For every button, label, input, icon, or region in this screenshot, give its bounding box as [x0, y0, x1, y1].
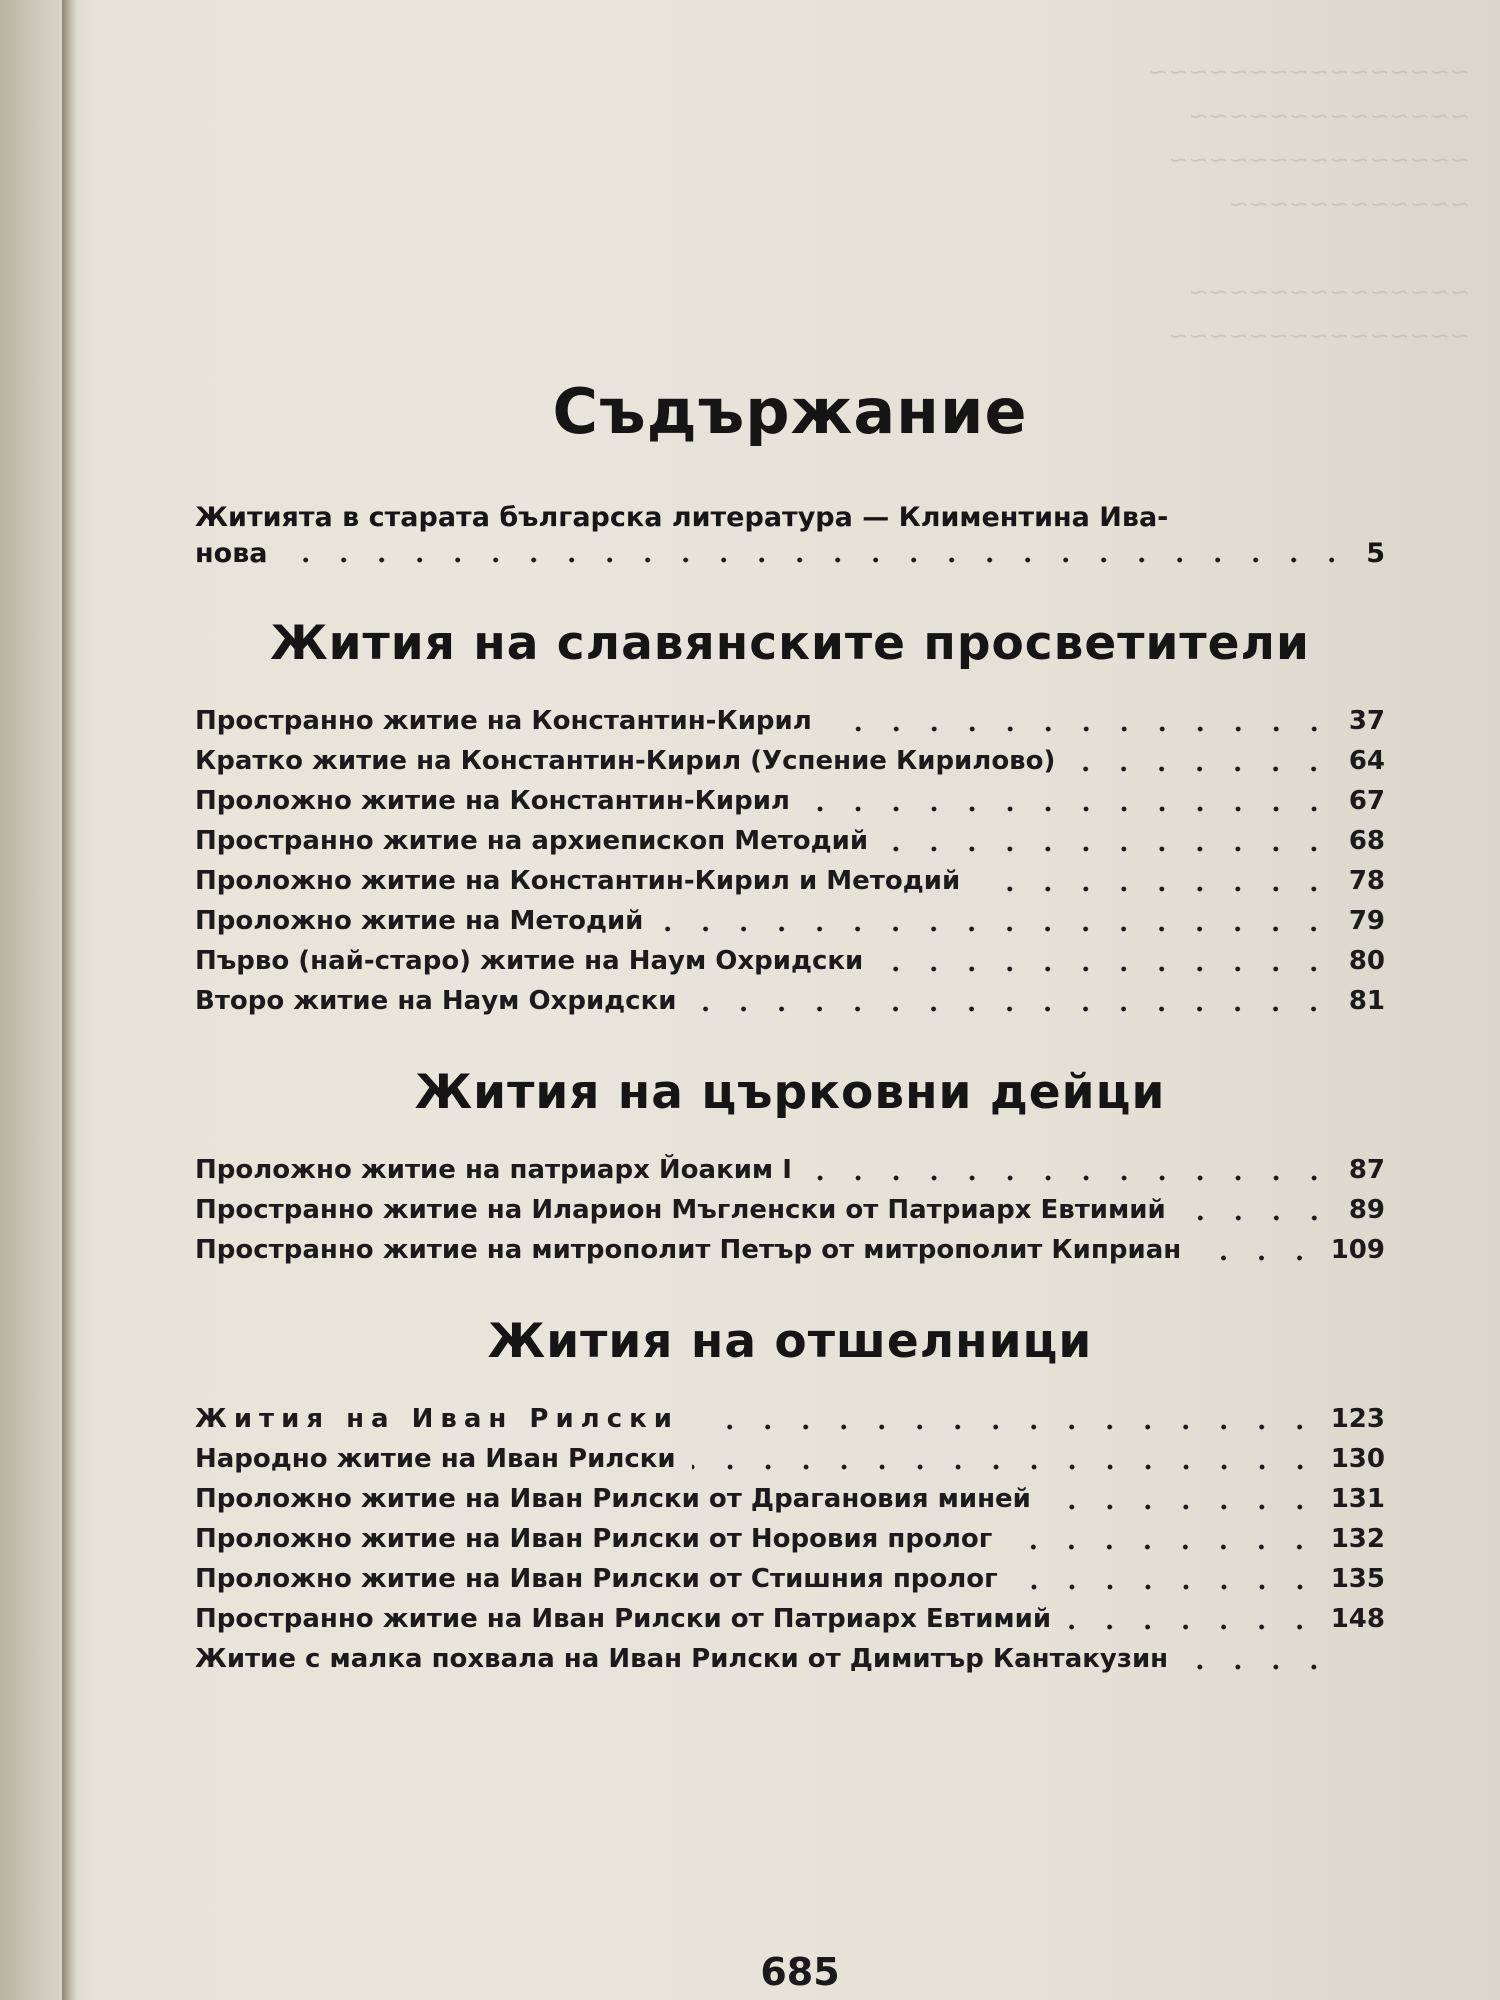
entry-page-number: 132	[1330, 1524, 1385, 1554]
entry-title: Проложно житие на Методий	[195, 906, 644, 936]
dot-leader	[884, 846, 1333, 852]
section-entries	[195, 1150, 1385, 1270]
toc-entry	[195, 941, 1385, 981]
toc-entry	[195, 901, 1385, 941]
entry-title: Проложно житие на Константин-Кирил и Методий	[195, 866, 961, 896]
toc-entry	[195, 1190, 1385, 1230]
page-number: 685	[760, 1950, 840, 1994]
entry-title: Пространно житие на Иван Рилски от Патриарх Евтимий	[195, 1604, 1052, 1634]
dot-leader	[828, 726, 1333, 732]
toc-entry	[195, 1639, 1385, 1679]
entry-page-number: 89	[1348, 1195, 1385, 1225]
dot-leader	[808, 1175, 1333, 1181]
entry-title: Проложно житие на патриарх Йоаким I	[195, 1155, 792, 1185]
dot-leader	[1184, 1664, 1333, 1670]
dot-leader	[1071, 766, 1333, 772]
page-title: Съдържание	[552, 375, 1028, 448]
section-title: Жития на отшелници	[487, 1314, 1093, 1369]
dot-leader	[1047, 1504, 1319, 1510]
toc-content	[195, 375, 1385, 1679]
dot-leader	[1067, 1624, 1319, 1630]
toc-entry	[195, 1479, 1385, 1519]
entry-page-number: 37	[1348, 706, 1385, 736]
entry-page-number: 130	[1330, 1444, 1385, 1474]
entry-page-number: 64	[1348, 746, 1385, 776]
entry-page-number: 80	[1348, 946, 1385, 976]
dot-leader	[1197, 1255, 1319, 1261]
entry-page-number: 68	[1348, 826, 1385, 856]
toc-entry	[195, 861, 1385, 901]
entry-title: Проложно житие на Иван Рилски от Стишния пролог	[195, 1564, 998, 1594]
dot-leader	[695, 1424, 1319, 1430]
toc-entry	[195, 781, 1385, 821]
entry-title: Проложно житие на Иван Рилски от Норовия пролог	[195, 1524, 993, 1554]
show-through-text: ~~~~~~~~~~~~~~~~ ~~~~~~~~~~~~~~ ~~~~~~~~~~~~~~~ ~~~~~~~~~~~~ ~~~~~~~~~~~~~~ ~~~~~~~~~~~~~~~	[1148, 58, 1470, 350]
entry-page-number: 123	[1330, 1404, 1385, 1434]
entry-title: Народно житие на Иван Рилски	[195, 1444, 676, 1474]
dot-leader	[806, 806, 1333, 812]
toc-entry	[195, 741, 1385, 781]
toc-entry	[195, 1439, 1385, 1479]
intro-line-1: Житията в старата българска литература — Климентина Ива-	[195, 502, 1169, 533]
intro-page-number: 5	[1366, 538, 1385, 569]
entry-title: Първо (най-старо) житие на Наум Охридски	[195, 946, 864, 976]
toc-entry	[195, 1559, 1385, 1599]
entry-page-number: 109	[1330, 1235, 1385, 1265]
entry-page-number: 148	[1330, 1604, 1385, 1634]
toc-entry	[195, 1150, 1385, 1190]
dot-leader	[659, 926, 1333, 932]
section-entries	[195, 701, 1385, 1021]
toc-entry	[195, 1399, 1385, 1439]
section-title: Жития на славянските просветители	[270, 616, 1310, 671]
toc-entry	[195, 1519, 1385, 1559]
entry-title: Пространно житие на Иларион Мъгленски от Патриарх Евтимий	[195, 1195, 1166, 1225]
entry-title: Кратко житие на Константин-Кирил (Успение Кирилово)	[195, 746, 1056, 776]
entry-title: Жития на Иван Рилски	[195, 1404, 680, 1434]
section-title: Жития на църковни дейци	[414, 1065, 1166, 1120]
dot-leader	[1182, 1215, 1333, 1221]
entry-title: Второ житие на Наум Охридски	[195, 986, 677, 1016]
dot-leader	[692, 1464, 1319, 1470]
entry-page-number: 87	[1348, 1155, 1385, 1185]
toc-entry	[195, 701, 1385, 741]
entry-page-number: 79	[1348, 906, 1385, 936]
intro-line-2-text: нова	[195, 538, 268, 569]
dot-leader	[692, 1006, 1333, 1012]
entry-page-number: 67	[1348, 786, 1385, 816]
entry-page-number: 78	[1348, 866, 1385, 896]
entry-title: Пространно житие на Константин-Кирил	[195, 706, 812, 736]
book-spine	[62, 0, 78, 2000]
toc-entry	[195, 981, 1385, 1021]
entry-title: Житие с малка похвала на Иван Рилски от Димитър Кантакузин	[195, 1644, 1169, 1674]
entry-title: Проложно житие на Иван Рилски от Драгановия миней	[195, 1484, 1031, 1514]
entry-page-number: 131	[1330, 1484, 1385, 1514]
dot-leader	[294, 557, 1351, 563]
intro-entry	[195, 500, 1385, 572]
toc-entry	[195, 1230, 1385, 1270]
dot-leader	[976, 886, 1333, 892]
entry-page-number: 135	[1330, 1564, 1385, 1594]
toc-entry	[195, 1599, 1385, 1639]
dot-leader	[1014, 1584, 1319, 1590]
toc-entry	[195, 821, 1385, 861]
entry-title: Проложно житие на Константин-Кирил	[195, 786, 790, 816]
entry-title: Пространно житие на архиепископ Методий	[195, 826, 869, 856]
section-entries	[195, 1399, 1385, 1679]
entry-page-number: 81	[1348, 986, 1385, 1016]
dot-leader	[1008, 1544, 1318, 1550]
dot-leader	[879, 966, 1333, 972]
entry-title: Пространно житие на митрополит Петър от митрополит Киприан	[195, 1235, 1182, 1265]
intro-line-2	[195, 536, 1385, 572]
